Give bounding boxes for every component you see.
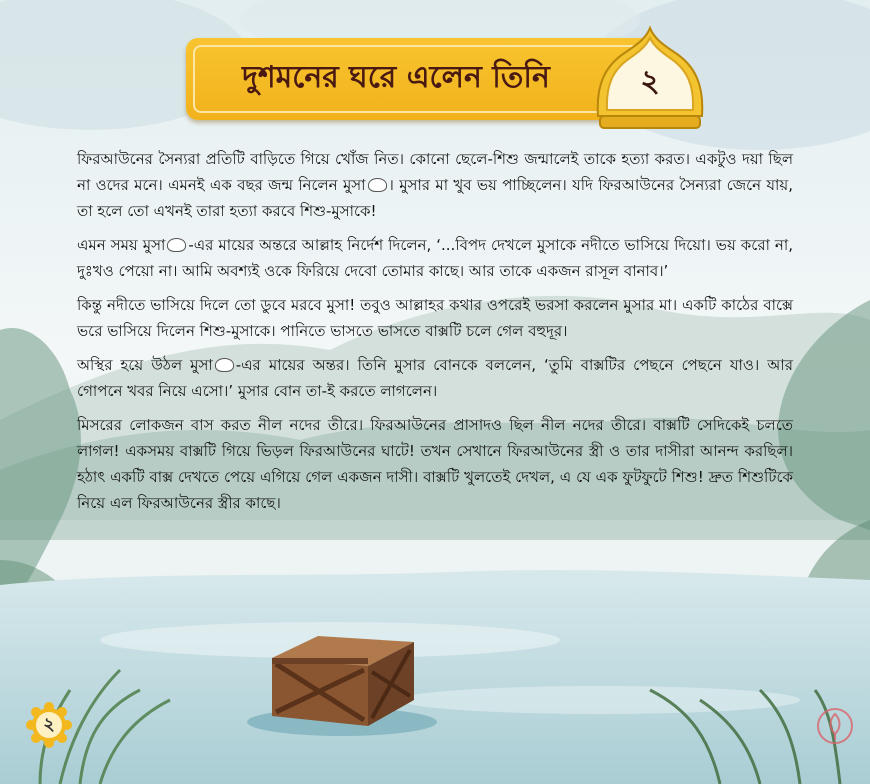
paragraph-text: -এর মায়ের অন্তরে আল্লাহ নির্দেশ দিলেন, ‘...বিপদ দেখলে মুসাকে নদীতে ভাসিয়ে দিয়ো। ভয় করো না, দুঃখও পেয়ো না। আমি অবশ্যই ওকে ফিরিয়ে দেবো তোমার কাছে। আর তাকে একজন রাসূল বানাব।’ — [77, 236, 793, 280]
paragraph-text: ফিরআউনের সৈন্যরা প্রতিটি বাড়িতে গিয়ে খোঁজ নিত। কোনো ছেলে-শিশু জন্মালেই তাকে হত্যা করত। একটুও দয়া ছিল না ওদের মনে। এমনই এক বছর জন্ম নিলেন মুসা — [77, 150, 793, 194]
story-paragraph — [77, 146, 793, 224]
page-number: ২ — [43, 714, 55, 735]
publisher-logo-icon — [815, 706, 855, 746]
paragraph-text: । মুসার মা খুব ভয় পাচ্ছিলেন। যদি ফিরআউনের সৈন্যরা জেনে যায়, তা হলে তো এখনই তারা হত্যা করবে শিশু-মুসাকে! — [77, 176, 794, 220]
chapter-title: দুশমনের ঘরে এলেন তিনি — [242, 60, 550, 95]
paragraph-text: অস্থির হয়ে উঠল মুসা — [77, 356, 213, 374]
salutation-icon — [215, 358, 234, 372]
paragraph-text: এমন সময় মুসা — [77, 236, 166, 254]
chapter-number: ২ — [640, 64, 660, 99]
story-paragraph — [77, 232, 793, 284]
story-paragraph — [77, 352, 793, 404]
story-text — [77, 146, 793, 524]
salutation-icon — [167, 238, 186, 252]
story-paragraph: কিন্তু নদীতে ভাসিয়ে দিলে তো ডুবে মরবে মুসা! তবুও আল্লাহর কথার ওপরেই ভরসা করলেন মুসার মা। একটি কাঠের বাক্সে ভরে ভাসিয়ে দিলেন শিশু-মুসাকে। পানিতে ভাসতে ভাসতে বাক্সটি চলে গেল বহুদূর। — [77, 296, 793, 340]
paragraph-text: -এর মায়ের অন্তর। তিনি মুসার বোনকে বললেন, ‘তুমি বাক্সটির পেছনে পেছনে যাও। আর গোপনে খবর নিয়ে এসো।’ মুসার বোন তা-ই করতে লাগলেন। — [77, 356, 793, 400]
story-paragraph: মিসরের লোকজন বাস করত নীল নদের তীরে। ফিরআউনের প্রাসাদও ছিল নীল নদের তীরে। বাক্সটি সেদিকেই চলতে লাগল! একসময় বাক্সটি গিয়ে ভিড়ল ফিরআউনের ঘাটে! তখন সেখানে ফিরআউনের স্ত্রী ও তার দাসীরা আনন্দ করছিল। হঠাৎ একটি বাক্স দেখতে পেয়ে এগিয়ে গেল একজন দাসী। বাক্সটি খুলতেই দেখল, এ যে এক ফুটফুটে শিশু! দ্রুত শিশুটিকে নিয়ে এল ফিরআউনের স্ত্রীর কাছে। — [77, 416, 793, 512]
chapter-title-banner — [186, 38, 656, 120]
salutation-icon — [368, 178, 387, 192]
